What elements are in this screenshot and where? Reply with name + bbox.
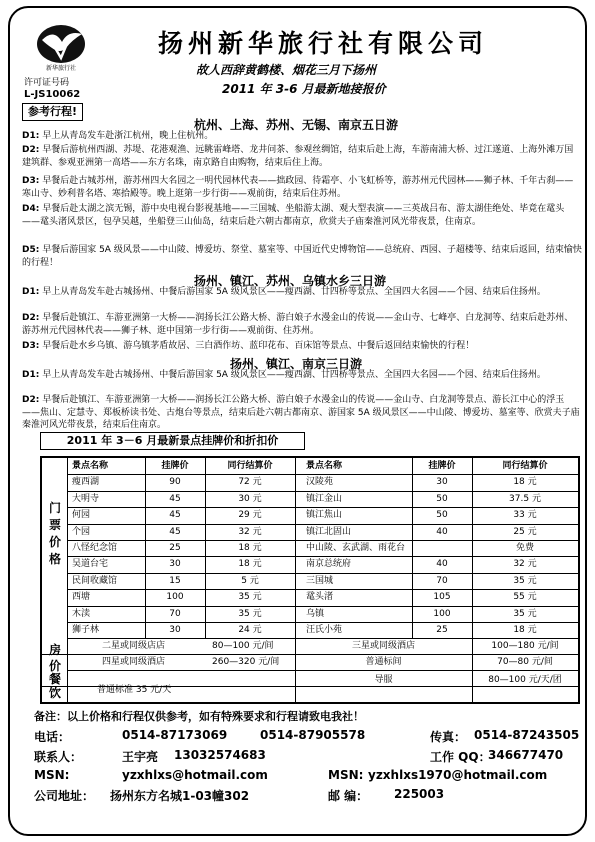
tour-title: 扬州、镇江、南京三日游 [230,357,363,371]
price-subtitle: 2011 年 3-6 月最新地接报价 [222,82,386,96]
phone-label: 电话： [34,730,71,744]
table-cell: 5 元 [241,575,259,586]
table-cell: 18 元 [238,559,262,570]
table-cell: 个园 [72,526,91,537]
meal-standard: 普通标准 35 元/天 [97,685,172,695]
table-cell: 汉陵苑 [306,477,334,488]
day-text: 早餐后游国家 5A 级风景——中山陵、博爱坊、祭堂、墓室等、中国近代史博物馆——总统府、西园、子超楼等、结束后返回，结束愉快的行程！ [22,245,582,268]
table-cell: 40 [436,526,448,537]
table-cell: 25 [169,543,181,553]
table-cell: 40 [436,559,448,570]
tour-day [22,244,582,269]
table-cell: 鼋头渚 [306,592,334,603]
table-cell: 25 元 [513,526,537,537]
table-cell: 90 [169,477,181,488]
day-text: 早上从青岛发车赴浙江杭州，晚上住杭州。 [42,131,214,141]
day-key: D2: [22,395,40,405]
day-key: D1: [22,370,40,380]
table-cell: 18 元 [238,543,262,553]
msn-2: yzxhlxs1970@hotmail.com [368,768,548,782]
table-cell: 45 [169,493,181,504]
day-text: 早餐后赴太湖之滨无锡，游中央电视台影视基地——三国城、坐船游太湖、观大型表演——三英战吕布、游太湖佳绝处、毕竟在鼋头——鼋头渚风景区，包孕吴越，坐船登三山仙岛，结束后赴六朝古都南京，欣赏夫子庙秦淮河风光带夜景，住南京。 [22,204,565,227]
table-cell: 30 [436,477,448,488]
table-cell: 民间收藏馆 [72,575,118,586]
logo-caption: 新华旅行社 [45,65,76,72]
table-cell: 30 [169,625,181,635]
table-cell: 37.5 元 [509,493,541,504]
guide-service: 导服 [374,675,393,685]
table-cell: 乌镇 [306,608,325,619]
table-cell: 100 [433,608,451,619]
category-label: 餐饮 [48,672,61,700]
room-type: 三星或同级酒店 [351,641,415,651]
day-text: 早餐后赴水乡乌镇、游乌镇茅盾故居、三白酒作坊、蓝印花布、百床馆等景点、中餐后返回结束愉快的行程！ [42,341,475,351]
footer-note: 备注：以上价格和行程仅供参考，如有特殊要求和行程请致电我社！ [34,710,364,723]
table-cell: 55 元 [513,592,537,603]
table-cell: 15 [169,575,181,586]
tour-day [22,394,582,432]
table-cell: 32 元 [238,526,262,537]
tour-day [22,203,582,228]
table-cell: 大明寺 [72,493,100,504]
room-type: 二星或同级店店 [102,641,166,651]
day-text: 早餐后赴镇江、车游亚洲第一大桥——润扬长江公路大桥、游白娘子水漫金山的传说——金山寺、白龙洞等景点、游长江中心的浮玉——焦山、定慧寺、郑板桥读书处、古炮台等景点，结束后赴六朝古都南京、游国家 5A 级风景区——中山陵、博爱坊、墓室等、欣赏夫子庙秦淮河风光带夜景，结束后住南京。 [22,395,580,431]
table-cell: 35 元 [238,608,262,619]
room-price: 70—80 元/间 [497,657,553,667]
day-key: D5: [22,245,40,255]
table-cell: 三国城 [306,575,334,586]
tour-day [22,175,582,200]
day-key: D3: [22,176,40,186]
tour-day [22,286,582,299]
zip-label: 邮 编： [328,789,369,803]
itinerary-badge: 参考行程! [22,103,83,121]
category-label: 门票价格 [48,501,61,566]
table-cell: 45 [169,510,181,521]
table-cell: 24 元 [238,625,262,635]
phone-2: 0514-87905578 [260,728,366,742]
address: 扬州东方名城1-03幢302 [110,789,250,803]
tour-day [22,144,582,169]
table-cell: 33 元 [513,510,537,521]
table-cell: 50 [436,493,448,504]
day-text: 早上从青岛发车赴古城扬州、中餐后游国家 5A 级风景区——瘦西湖、廿四桥等景点、全国四大名园——个园、结束后住扬州。 [42,370,546,380]
company-logo [32,18,90,76]
day-text: 早餐后赴古城苏州，游苏州四大名园之一明代园林代表——拙政园、待霜亭、小飞虹桥等，游苏州元代园林——狮子林、千年古刹——寒山寺、妙利普名塔、寒拾殿等。晚上逛第一步行街——观前街，结束后住苏州。 [22,176,574,199]
table-header-cell: 景点名称 [306,461,343,471]
category-label: 房价 [48,643,61,673]
phone-1: 0514-87173069 [122,728,228,742]
table-cell: 瘦西湖 [72,477,100,488]
day-text: 早餐后游杭州西湖、苏堤、花港观渔、远眺雷峰塔、龙井问茶、参观丝绸馆，结束后赴上海，车游南浦大桥、过江遂道、上海外滩万国建筑群、参观亚洲第一高塔——东方名珠，南京路自由购物，结束后住上海。 [22,145,574,168]
category-tickets [44,500,66,568]
table-cell: 29 元 [238,510,262,521]
room-type: 普通标间 [365,657,402,667]
day-key: D2: [22,313,40,323]
zip-code: 225003 [394,787,445,801]
table-header-cell: 同行结算价 [227,461,273,471]
price-table [40,456,580,704]
license-block [24,78,114,100]
qq-label: 工作 QQ： [430,750,491,764]
table-cell: 吴道台宅 [72,559,109,570]
table-cell: 狮子林 [72,625,100,635]
address-label: 公司地址： [34,789,95,803]
table-cell: 镇江金山 [306,493,343,504]
table-header-cell: 景点名称 [72,461,109,471]
table-cell: 35 元 [238,592,262,603]
day-key: D2: [22,145,40,155]
day-key: D4: [22,204,40,214]
table-header-cell: 挂牌价 [161,461,189,471]
table-cell: 何园 [72,510,91,521]
table-cell: 镇江北固山 [306,526,352,537]
table-cell: 南京总统府 [306,559,352,570]
grid-line [67,458,68,702]
tour-day [22,369,582,382]
room-type: 四星或同级酒店 [102,657,166,667]
fax-number: 0514-87243505 [474,728,580,742]
table-cell: 100 [166,592,184,603]
day-key: D3: [22,341,40,351]
table-cell: 105 [433,592,451,603]
fax-label: 传真： [430,730,467,744]
license-label: 许可证号码 [24,78,70,88]
table-cell: 45 [169,526,181,537]
price-table-title: 2011 年 3－6 月最新景点挂牌价和折扣价 [40,432,305,450]
table-cell: 50 [436,510,448,521]
table-cell: 25 [436,625,448,635]
room-price: 100—180 元/间 [491,641,559,651]
room-price: 260—320 元/间 [212,657,280,667]
day-text: 早上从青岛发车赴古城扬州、中餐后游国家 5A 级风景区——瘦西湖、廿四桥等景点、全国四大名园——个园、结束后住扬州。 [42,287,546,297]
day-key: D1: [22,131,40,141]
table-cell: 免费 [515,543,534,553]
tour-day [22,340,582,353]
table-cell: 18 元 [513,477,537,488]
day-key: D1: [22,287,40,297]
table-cell: 木渎 [72,608,91,619]
qq-number: 346677470 [488,748,564,762]
category-rooms [44,642,66,674]
company-name: 扬州新华旅行社有限公司 [158,29,489,58]
table-cell: 中山陵、玄武湖、雨花台 [306,543,406,553]
tour-title: 扬州、镇江、苏州、乌镇水乡三日游 [194,274,387,288]
table-cell [412,540,472,556]
slogan: 故人西辞黄鹤楼、烟花三月下扬州 [196,63,377,77]
tour-day [22,312,582,337]
table-cell: 镇江焦山 [306,510,343,521]
table-cell: 八怪纪念馆 [72,543,118,553]
table-cell: 35 元 [513,608,537,619]
contact-label: 联系人： [34,750,83,764]
tour-title: 杭州、上海、苏州、无锡、南京五日游 [194,118,399,132]
table-header-cell: 挂牌价 [428,461,456,471]
category-meals [44,672,66,700]
tour-day [22,130,582,143]
table-cell: 35 元 [513,575,537,586]
table-cell: 汪氏小苑 [306,625,343,635]
table-cell: 72 元 [238,477,262,488]
contact-mobile: 13032574683 [174,748,266,762]
table-cell: 30 [169,559,181,570]
contact-name: 王宇亮 [122,750,159,764]
table-cell: 西塘 [72,592,91,603]
table-cell: 70 [436,575,448,586]
room-price: 80—100 元/间 [212,641,274,651]
msn-label: MSN: [34,768,70,782]
table-cell: 18 元 [513,625,537,635]
table-cell: 30 元 [238,493,262,504]
day-text: 早餐后赴镇江、车游亚洲第一大桥——润扬长江公路大桥、游白娘子水漫金山的传说——金山寺、七峰亭、白龙洞等、结束后赴苏州、游苏州元代园林代表——狮子林、逛中国第一步行街——观前街、住苏州。 [22,313,574,336]
msn-1: yzxhlxs@hotmail.com [122,768,268,782]
page-frame [8,6,587,836]
grid-line [67,670,578,671]
table-cell: 32 元 [513,559,537,570]
table-cell: 70 [169,608,181,619]
guide-price: 80—100 元/天/团 [488,675,562,685]
msn2-label: MSN: [328,768,364,782]
table-header-cell: 同行结算价 [502,461,548,471]
license-number: L-JS10062 [24,89,81,100]
